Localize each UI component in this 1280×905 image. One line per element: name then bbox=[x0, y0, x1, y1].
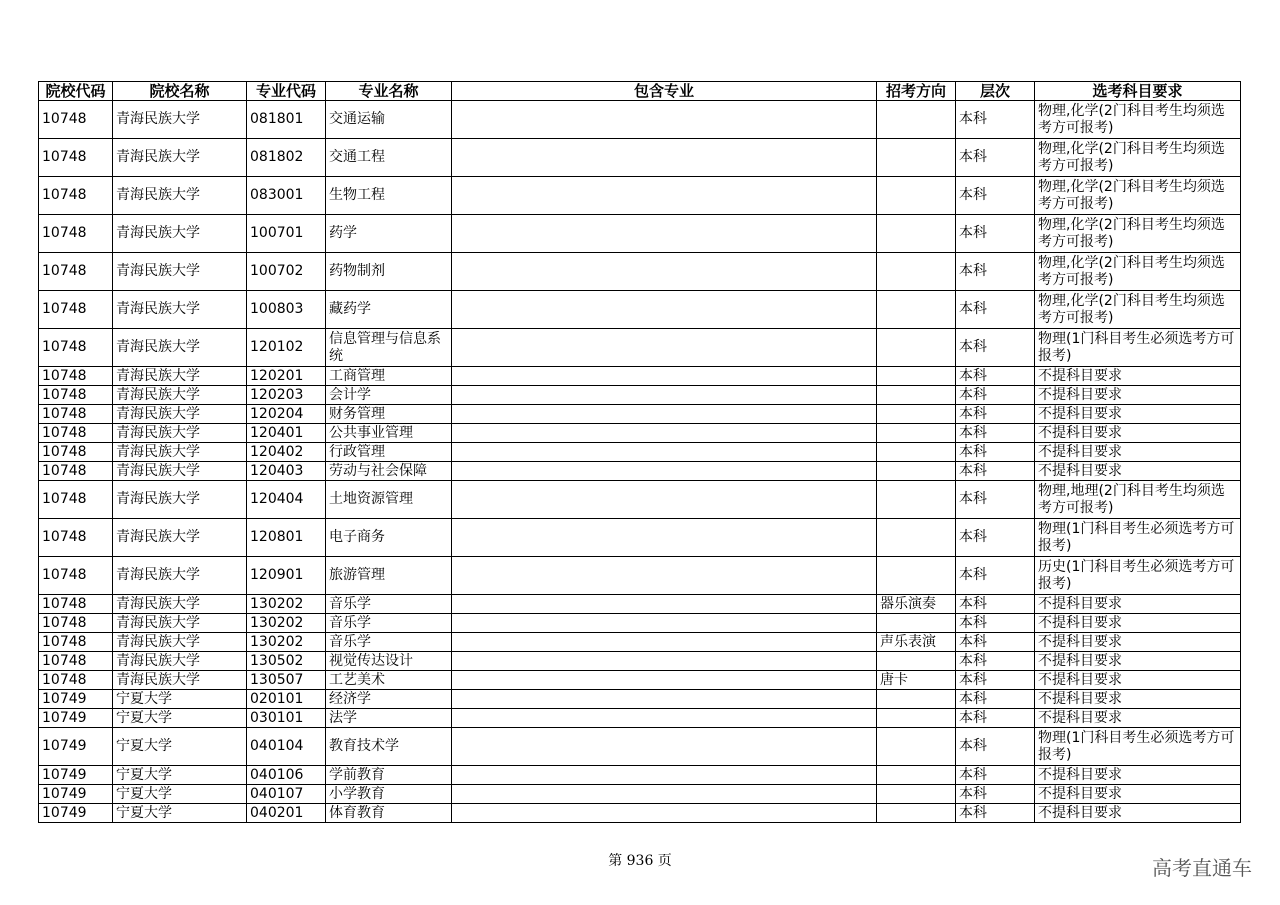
col-direction-cell bbox=[877, 101, 956, 139]
col-major-name-cell: 会计学 bbox=[326, 386, 452, 405]
col-subject-requirement-cell: 物理,地理(2门科目考生均须选考方可报考) bbox=[1035, 481, 1241, 519]
col-subject-requirement-cell: 不提科目要求 bbox=[1035, 766, 1241, 785]
col-subject-requirement-cell: 物理,化学(2门科目考生均须选考方可报考) bbox=[1035, 215, 1241, 253]
col-level-cell: 本科 bbox=[956, 785, 1035, 804]
col-level-cell: 本科 bbox=[956, 139, 1035, 177]
col-school-code-cell: 10748 bbox=[39, 633, 113, 652]
col-school-name-cell: 青海民族大学 bbox=[113, 481, 247, 519]
col-level-cell: 本科 bbox=[956, 690, 1035, 709]
table-row bbox=[39, 291, 1241, 329]
table-row bbox=[39, 424, 1241, 443]
col-direction-cell bbox=[877, 253, 956, 291]
col-included-majors-cell bbox=[452, 329, 877, 367]
col-major-code-cell: 120203 bbox=[247, 386, 326, 405]
col-school-name-cell: 青海民族大学 bbox=[113, 177, 247, 215]
col-level-cell: 本科 bbox=[956, 101, 1035, 139]
col-school-name-cell: 青海民族大学 bbox=[113, 139, 247, 177]
col-school-name-cell: 青海民族大学 bbox=[113, 253, 247, 291]
col-direction-cell bbox=[877, 215, 956, 253]
col-subject-requirement-cell: 不提科目要求 bbox=[1035, 443, 1241, 462]
col-level-cell: 本科 bbox=[956, 766, 1035, 785]
col-major-name-cell: 音乐学 bbox=[326, 633, 452, 652]
col-major-name-cell: 行政管理 bbox=[326, 443, 452, 462]
col-major-name-cell: 体育教育 bbox=[326, 804, 452, 823]
col-major-code-cell: 120402 bbox=[247, 443, 326, 462]
table-row bbox=[39, 177, 1241, 215]
col-level-cell: 本科 bbox=[956, 671, 1035, 690]
col-subject-requirement-cell: 物理(1门科目考生必须选考方可报考) bbox=[1035, 329, 1241, 367]
col-subject-requirement-cell: 物理(1门科目考生必须选考方可报考) bbox=[1035, 519, 1241, 557]
table-row bbox=[39, 766, 1241, 785]
table-row bbox=[39, 386, 1241, 405]
col-major-name-cell: 小学教育 bbox=[326, 785, 452, 804]
col-major-name-cell: 视觉传达设计 bbox=[326, 652, 452, 671]
col-included-majors-cell bbox=[452, 101, 877, 139]
col-school-code-cell: 10748 bbox=[39, 367, 113, 386]
col-school-code-cell: 10749 bbox=[39, 766, 113, 785]
col-school-code-cell: 10748 bbox=[39, 329, 113, 367]
col-included-majors-cell bbox=[452, 690, 877, 709]
col-major-name-cell: 旅游管理 bbox=[326, 557, 452, 595]
col-included-majors-cell bbox=[452, 785, 877, 804]
col-major-code-cell: 081802 bbox=[247, 139, 326, 177]
col-direction-cell bbox=[877, 614, 956, 633]
col-direction-cell bbox=[877, 424, 956, 443]
col-school-name-cell: 宁夏大学 bbox=[113, 785, 247, 804]
col-included-majors-cell bbox=[452, 462, 877, 481]
table-row bbox=[39, 614, 1241, 633]
col-major-code-cell: 040106 bbox=[247, 766, 326, 785]
col-school-name-cell: 青海民族大学 bbox=[113, 386, 247, 405]
col-direction-cell bbox=[877, 557, 956, 595]
col-school-name-cell: 青海民族大学 bbox=[113, 101, 247, 139]
col-major-code-cell: 120102 bbox=[247, 329, 326, 367]
col-direction-cell bbox=[877, 443, 956, 462]
col-school-code-cell: 10749 bbox=[39, 804, 113, 823]
col-school-name-cell: 宁夏大学 bbox=[113, 728, 247, 766]
table-row bbox=[39, 652, 1241, 671]
col-major-name-cell: 电子商务 bbox=[326, 519, 452, 557]
table-body bbox=[39, 101, 1241, 823]
col-major-name-cell: 法学 bbox=[326, 709, 452, 728]
col-school-code-cell: 10748 bbox=[39, 215, 113, 253]
col-major-code-cell: 040201 bbox=[247, 804, 326, 823]
col-subject-requirement-cell: 不提科目要求 bbox=[1035, 614, 1241, 633]
col-school-code-cell: 10748 bbox=[39, 386, 113, 405]
col-school-name-cell: 宁夏大学 bbox=[113, 690, 247, 709]
col-major-name-cell: 信息管理与信息系统 bbox=[326, 329, 452, 367]
col-school-code-cell: 10749 bbox=[39, 709, 113, 728]
col-major-name-cell: 财务管理 bbox=[326, 405, 452, 424]
col-included-majors-cell bbox=[452, 595, 877, 614]
col-major-code-cell: 120201 bbox=[247, 367, 326, 386]
col-school-name-cell: 青海民族大学 bbox=[113, 671, 247, 690]
table-header bbox=[39, 82, 1241, 101]
col-included-majors-cell bbox=[452, 386, 877, 405]
col-included-majors-cell bbox=[452, 519, 877, 557]
col-major-code-cell: 100803 bbox=[247, 291, 326, 329]
col-subject-requirement-cell: 物理,化学(2门科目考生均须选考方可报考) bbox=[1035, 291, 1241, 329]
col-included-majors-header: 包含专业 bbox=[452, 82, 877, 101]
col-school-name-cell: 青海民族大学 bbox=[113, 633, 247, 652]
header-row bbox=[39, 82, 1241, 101]
col-subject-requirement-cell: 物理,化学(2门科目考生均须选考方可报考) bbox=[1035, 139, 1241, 177]
col-direction-cell bbox=[877, 367, 956, 386]
col-level-cell: 本科 bbox=[956, 177, 1035, 215]
table-row bbox=[39, 481, 1241, 519]
col-subject-requirement-cell: 不提科目要求 bbox=[1035, 633, 1241, 652]
col-major-code-header: 专业代码 bbox=[247, 82, 326, 101]
col-subject-requirement-header: 选考科目要求 bbox=[1035, 82, 1241, 101]
table-row bbox=[39, 671, 1241, 690]
col-school-code-cell: 10748 bbox=[39, 462, 113, 481]
col-school-name-cell: 青海民族大学 bbox=[113, 462, 247, 481]
col-direction-cell bbox=[877, 804, 956, 823]
col-major-name-cell: 经济学 bbox=[326, 690, 452, 709]
col-included-majors-cell bbox=[452, 481, 877, 519]
col-level-cell: 本科 bbox=[956, 405, 1035, 424]
col-major-code-cell: 130502 bbox=[247, 652, 326, 671]
page-number: 第 936 页 bbox=[608, 853, 672, 869]
col-school-code-cell: 10748 bbox=[39, 424, 113, 443]
col-major-name-cell: 药学 bbox=[326, 215, 452, 253]
col-included-majors-cell bbox=[452, 215, 877, 253]
col-direction-cell bbox=[877, 139, 956, 177]
col-school-name-cell: 青海民族大学 bbox=[113, 652, 247, 671]
col-school-name-cell: 青海民族大学 bbox=[113, 215, 247, 253]
col-level-cell: 本科 bbox=[956, 367, 1035, 386]
col-school-name-header: 院校名称 bbox=[113, 82, 247, 101]
col-level-cell: 本科 bbox=[956, 329, 1035, 367]
col-school-code-cell: 10748 bbox=[39, 443, 113, 462]
col-subject-requirement-cell: 不提科目要求 bbox=[1035, 804, 1241, 823]
col-subject-requirement-cell: 不提科目要求 bbox=[1035, 595, 1241, 614]
table-row bbox=[39, 139, 1241, 177]
col-school-code-cell: 10748 bbox=[39, 291, 113, 329]
col-school-code-cell: 10748 bbox=[39, 671, 113, 690]
col-included-majors-cell bbox=[452, 139, 877, 177]
col-included-majors-cell bbox=[452, 367, 877, 386]
table-row bbox=[39, 101, 1241, 139]
col-direction-cell bbox=[877, 652, 956, 671]
col-level-cell: 本科 bbox=[956, 709, 1035, 728]
col-school-code-cell: 10748 bbox=[39, 177, 113, 215]
col-included-majors-cell bbox=[452, 652, 877, 671]
col-major-code-cell: 100701 bbox=[247, 215, 326, 253]
col-major-name-cell: 劳动与社会保障 bbox=[326, 462, 452, 481]
col-major-code-cell: 120404 bbox=[247, 481, 326, 519]
col-major-code-cell: 130507 bbox=[247, 671, 326, 690]
col-subject-requirement-cell: 物理,化学(2门科目考生均须选考方可报考) bbox=[1035, 101, 1241, 139]
table-row bbox=[39, 690, 1241, 709]
col-major-code-cell: 120801 bbox=[247, 519, 326, 557]
col-major-name-cell: 工商管理 bbox=[326, 367, 452, 386]
col-major-code-cell: 040107 bbox=[247, 785, 326, 804]
enrollment-table bbox=[38, 81, 1241, 823]
col-included-majors-cell bbox=[452, 405, 877, 424]
table-row bbox=[39, 329, 1241, 367]
col-school-name-cell: 青海民族大学 bbox=[113, 595, 247, 614]
table-row bbox=[39, 367, 1241, 386]
col-included-majors-cell bbox=[452, 709, 877, 728]
col-subject-requirement-cell: 物理,化学(2门科目考生均须选考方可报考) bbox=[1035, 177, 1241, 215]
col-level-cell: 本科 bbox=[956, 481, 1035, 519]
col-level-cell: 本科 bbox=[956, 443, 1035, 462]
col-direction-cell bbox=[877, 291, 956, 329]
col-school-name-cell: 宁夏大学 bbox=[113, 766, 247, 785]
col-major-code-cell: 040104 bbox=[247, 728, 326, 766]
col-direction-cell bbox=[877, 177, 956, 215]
col-direction-cell bbox=[877, 766, 956, 785]
col-school-code-cell: 10748 bbox=[39, 253, 113, 291]
col-subject-requirement-cell: 不提科目要求 bbox=[1035, 405, 1241, 424]
col-included-majors-cell bbox=[452, 728, 877, 766]
col-major-code-cell: 130202 bbox=[247, 633, 326, 652]
col-direction-cell bbox=[877, 728, 956, 766]
col-direction-cell: 器乐演奏 bbox=[877, 595, 956, 614]
col-direction-cell bbox=[877, 709, 956, 728]
col-included-majors-cell bbox=[452, 291, 877, 329]
col-school-code-cell: 10749 bbox=[39, 728, 113, 766]
col-direction-cell bbox=[877, 462, 956, 481]
col-subject-requirement-cell: 不提科目要求 bbox=[1035, 709, 1241, 728]
col-direction-cell bbox=[877, 405, 956, 424]
col-direction-cell bbox=[877, 481, 956, 519]
col-level-cell: 本科 bbox=[956, 614, 1035, 633]
watermark: 高考直通车 bbox=[1152, 856, 1252, 880]
col-included-majors-cell bbox=[452, 443, 877, 462]
col-major-name-cell: 教育技术学 bbox=[326, 728, 452, 766]
col-school-name-cell: 青海民族大学 bbox=[113, 424, 247, 443]
table-row bbox=[39, 215, 1241, 253]
col-included-majors-cell bbox=[452, 766, 877, 785]
col-level-cell: 本科 bbox=[956, 519, 1035, 557]
table-row bbox=[39, 253, 1241, 291]
table-row bbox=[39, 519, 1241, 557]
col-level-cell: 本科 bbox=[956, 595, 1035, 614]
col-subject-requirement-cell: 不提科目要求 bbox=[1035, 424, 1241, 443]
col-level-cell: 本科 bbox=[956, 424, 1035, 443]
table-row bbox=[39, 557, 1241, 595]
col-direction-cell bbox=[877, 785, 956, 804]
col-major-code-cell: 081801 bbox=[247, 101, 326, 139]
col-school-code-cell: 10749 bbox=[39, 785, 113, 804]
col-major-code-cell: 120403 bbox=[247, 462, 326, 481]
col-major-code-cell: 020101 bbox=[247, 690, 326, 709]
col-level-cell: 本科 bbox=[956, 804, 1035, 823]
col-school-code-cell: 10748 bbox=[39, 614, 113, 633]
col-school-name-cell: 青海民族大学 bbox=[113, 614, 247, 633]
col-subject-requirement-cell: 物理(1门科目考生必须选考方可报考) bbox=[1035, 728, 1241, 766]
col-major-name-cell: 交通工程 bbox=[326, 139, 452, 177]
col-level-header: 层次 bbox=[956, 82, 1035, 101]
col-direction-cell: 唐卡 bbox=[877, 671, 956, 690]
col-major-name-cell: 音乐学 bbox=[326, 595, 452, 614]
col-school-name-cell: 青海民族大学 bbox=[113, 329, 247, 367]
col-direction-cell bbox=[877, 329, 956, 367]
col-school-code-cell: 10748 bbox=[39, 595, 113, 614]
col-major-code-cell: 100702 bbox=[247, 253, 326, 291]
col-included-majors-cell bbox=[452, 804, 877, 823]
col-major-code-cell: 120901 bbox=[247, 557, 326, 595]
col-included-majors-cell bbox=[452, 557, 877, 595]
col-school-code-cell: 10749 bbox=[39, 690, 113, 709]
col-direction-cell: 声乐表演 bbox=[877, 633, 956, 652]
col-level-cell: 本科 bbox=[956, 728, 1035, 766]
col-major-name-cell: 工艺美术 bbox=[326, 671, 452, 690]
col-direction-header: 招考方向 bbox=[877, 82, 956, 101]
col-level-cell: 本科 bbox=[956, 291, 1035, 329]
col-major-name-cell: 交通运输 bbox=[326, 101, 452, 139]
col-direction-cell bbox=[877, 690, 956, 709]
col-school-code-cell: 10748 bbox=[39, 519, 113, 557]
col-level-cell: 本科 bbox=[956, 633, 1035, 652]
col-level-cell: 本科 bbox=[956, 557, 1035, 595]
col-school-name-cell: 青海民族大学 bbox=[113, 367, 247, 386]
col-major-name-cell: 生物工程 bbox=[326, 177, 452, 215]
col-school-code-cell: 10748 bbox=[39, 139, 113, 177]
col-major-code-cell: 030101 bbox=[247, 709, 326, 728]
col-subject-requirement-cell: 不提科目要求 bbox=[1035, 785, 1241, 804]
col-subject-requirement-cell: 物理,化学(2门科目考生均须选考方可报考) bbox=[1035, 253, 1241, 291]
col-school-code-cell: 10748 bbox=[39, 101, 113, 139]
col-school-name-cell: 青海民族大学 bbox=[113, 405, 247, 424]
col-major-name-header: 专业名称 bbox=[326, 82, 452, 101]
col-included-majors-cell bbox=[452, 424, 877, 443]
col-direction-cell bbox=[877, 386, 956, 405]
col-major-name-cell: 音乐学 bbox=[326, 614, 452, 633]
col-major-code-cell: 130202 bbox=[247, 614, 326, 633]
col-subject-requirement-cell: 不提科目要求 bbox=[1035, 462, 1241, 481]
col-major-name-cell: 药物制剂 bbox=[326, 253, 452, 291]
col-level-cell: 本科 bbox=[956, 462, 1035, 481]
col-school-name-cell: 青海民族大学 bbox=[113, 557, 247, 595]
col-school-name-cell: 宁夏大学 bbox=[113, 804, 247, 823]
col-school-name-cell: 青海民族大学 bbox=[113, 443, 247, 462]
col-school-name-cell: 宁夏大学 bbox=[113, 709, 247, 728]
col-subject-requirement-cell: 不提科目要求 bbox=[1035, 671, 1241, 690]
col-major-code-cell: 130202 bbox=[247, 595, 326, 614]
col-major-name-cell: 学前教育 bbox=[326, 766, 452, 785]
col-level-cell: 本科 bbox=[956, 386, 1035, 405]
col-major-name-cell: 藏药学 bbox=[326, 291, 452, 329]
col-included-majors-cell bbox=[452, 177, 877, 215]
col-direction-cell bbox=[877, 519, 956, 557]
col-school-name-cell: 青海民族大学 bbox=[113, 519, 247, 557]
col-major-code-cell: 083001 bbox=[247, 177, 326, 215]
col-school-code-cell: 10748 bbox=[39, 557, 113, 595]
col-included-majors-cell bbox=[452, 671, 877, 690]
col-level-cell: 本科 bbox=[956, 253, 1035, 291]
col-included-majors-cell bbox=[452, 633, 877, 652]
col-major-name-cell: 土地资源管理 bbox=[326, 481, 452, 519]
col-included-majors-cell bbox=[452, 253, 877, 291]
col-school-code-cell: 10748 bbox=[39, 405, 113, 424]
col-major-name-cell: 公共事业管理 bbox=[326, 424, 452, 443]
col-subject-requirement-cell: 不提科目要求 bbox=[1035, 690, 1241, 709]
col-school-code-cell: 10748 bbox=[39, 481, 113, 519]
col-level-cell: 本科 bbox=[956, 215, 1035, 253]
table-row bbox=[39, 405, 1241, 424]
col-subject-requirement-cell: 不提科目要求 bbox=[1035, 367, 1241, 386]
table-row bbox=[39, 595, 1241, 614]
col-major-code-cell: 120401 bbox=[247, 424, 326, 443]
col-level-cell: 本科 bbox=[956, 652, 1035, 671]
table-row bbox=[39, 728, 1241, 766]
col-included-majors-cell bbox=[452, 614, 877, 633]
col-subject-requirement-cell: 历史(1门科目考生必须选考方可报考) bbox=[1035, 557, 1241, 595]
col-school-name-cell: 青海民族大学 bbox=[113, 291, 247, 329]
table-row bbox=[39, 443, 1241, 462]
col-subject-requirement-cell: 不提科目要求 bbox=[1035, 652, 1241, 671]
table-row bbox=[39, 709, 1241, 728]
table-row bbox=[39, 804, 1241, 823]
table-row bbox=[39, 785, 1241, 804]
col-major-code-cell: 120204 bbox=[247, 405, 326, 424]
col-subject-requirement-cell: 不提科目要求 bbox=[1035, 386, 1241, 405]
table-row bbox=[39, 462, 1241, 481]
col-school-code-header: 院校代码 bbox=[39, 82, 113, 101]
table-row bbox=[39, 633, 1241, 652]
col-school-code-cell: 10748 bbox=[39, 652, 113, 671]
